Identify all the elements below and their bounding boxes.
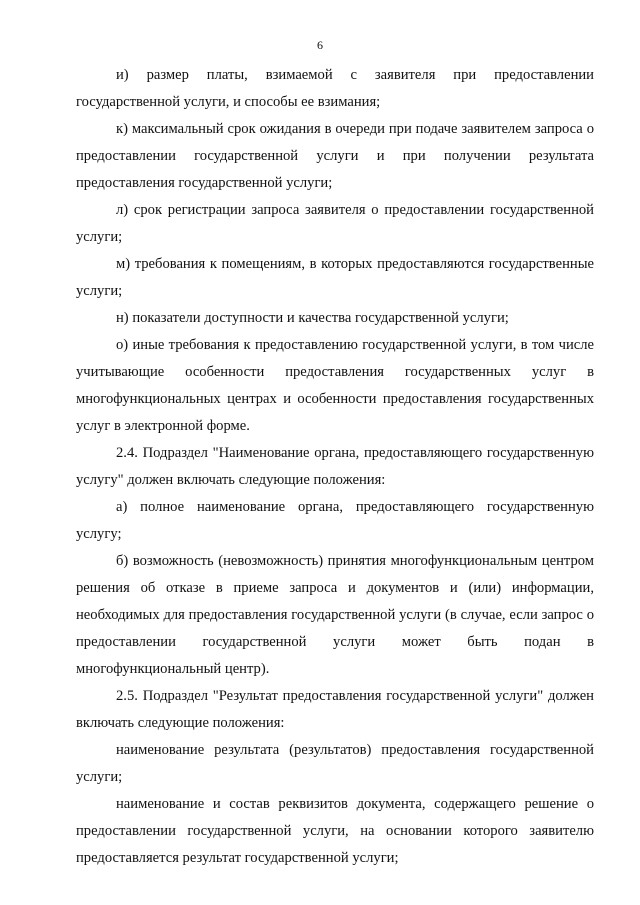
paragraph-item-l: л) срок регистрации запроса заявителя о предоставлении государственной услуги; [76,202,594,245]
section-2-4-heading: 2.4. Подраздел "Наименование органа, предоставляющего государственную услугу" должен включать следующие положения: [76,445,594,488]
paragraph-item-o: о) иные требования к предоставлению государственной услуги, в том числе учитывающие особенности предоставления государственных услуг в многофункциональных центрах и особенности предоставления государственных услуг в электронной форме. [76,337,594,434]
paragraph-result-document: наименование и состав реквизитов документа, содержащего решение о предоставлении государственной услуги, на основании которого заявителю предоставляется результат государственной услуги; [76,796,594,866]
paragraph-result-name: наименование результата (результатов) предоставления государственной услуги; [76,742,594,785]
document-body [76,62,594,872]
paragraph-item-n: н) показатели доступности и качества государственной услуги; [116,310,509,326]
paragraph-item-b: б) возможность (невозможность) принятия многофункциональным центром решения об отказе в приеме запроса и документов и (или) информации, необходимых для предоставления государственной услуги (в случае, если запрос о предоставлении государственной услуги может быть подан в многофункциональный центр). [76,553,594,677]
section-2-5-heading: 2.5. Подраздел "Результат предоставления государственной услуги" должен включать следующие положения: [76,688,594,731]
paragraph-item-k: к) максимальный срок ожидания в очереди при подаче заявителем запроса о предоставлении государственной услуги и при получении результата предоставления государственной услуги; [76,121,594,191]
paragraph-item-m: м) требования к помещениям, в которых предоставляются государственные услуги; [76,256,594,299]
paragraph-item-i: и) размер платы, взимаемой с заявителя при предоставлении государственной услуги, и способы ее взимания; [76,67,594,110]
paragraph-item-a: а) полное наименование органа, предоставляющего государственную услугу; [76,499,594,542]
page-number: 6 [317,38,323,52]
